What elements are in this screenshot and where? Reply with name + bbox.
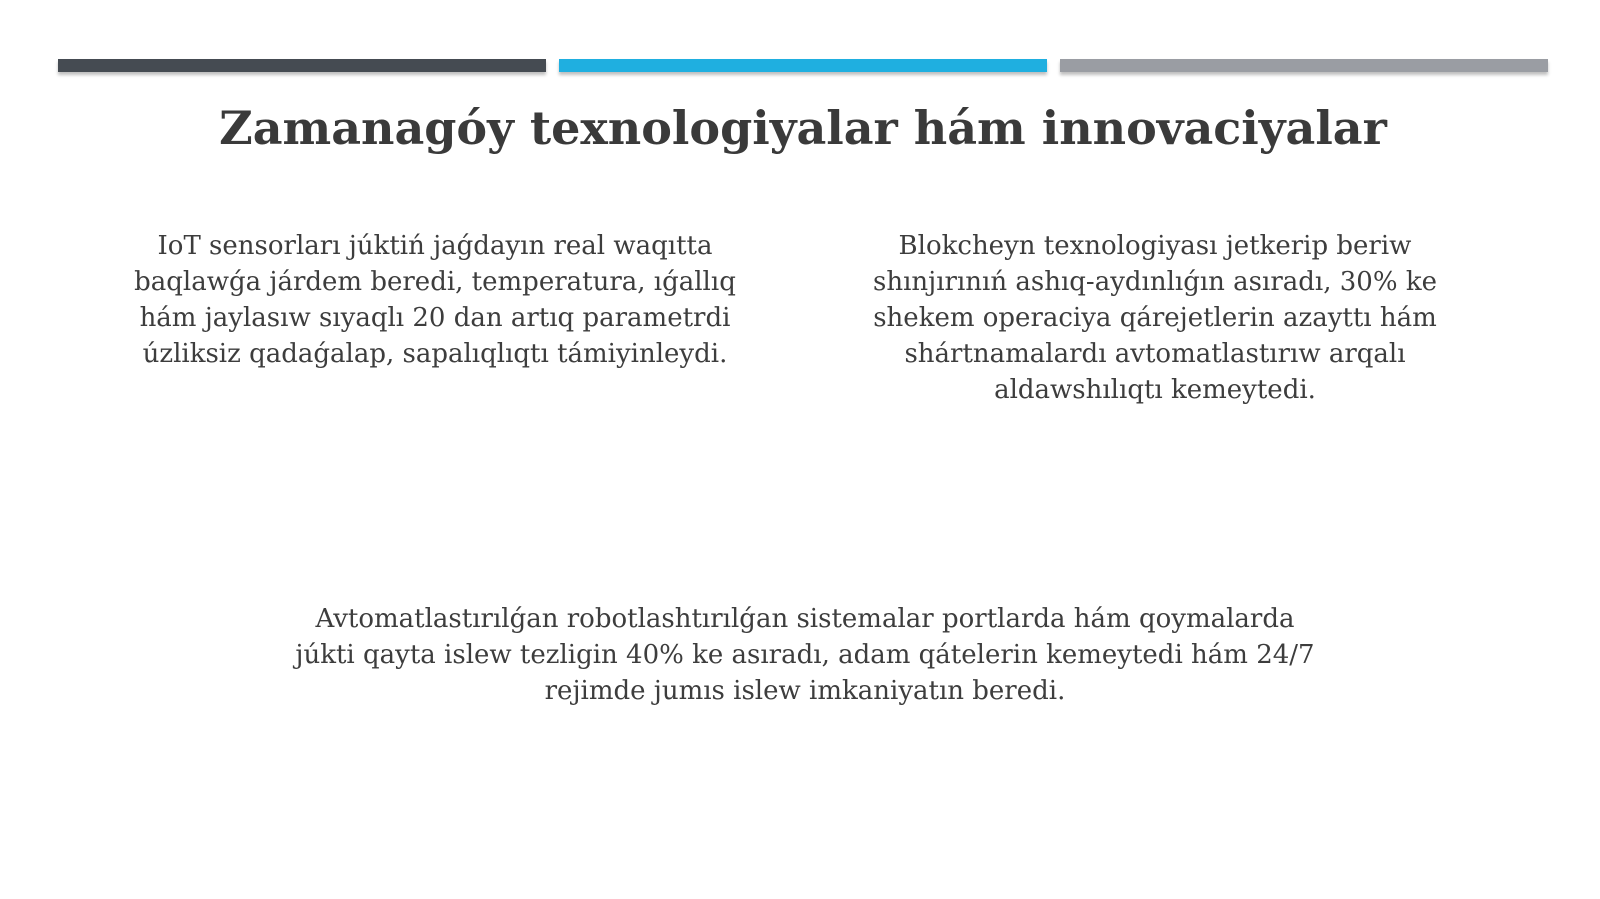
slide-title: Zamanagóy texnologiyalar hám innovaciyalar (219, 101, 1387, 155)
paragraph-iot: IoT sensorları júktiń jaǵdayın real waqıtta baqlawǵa járdem beredi, temperatura, ıǵallıq hám jaylasıw sıyaqlı 20 dan artıq parametrdi úzliksiz qadaǵalap, sapalıqlıqtı támiyinleydi. (134, 231, 736, 369)
paragraph-blockchain: Blokcheyn texnologiyası jetkerip beriw shınjırınıń ashıq-aydınlıǵın asıradı, 30% ke shekem operaciya qárejetlerin azayttı hám shártnamalardı avtomatlastırıw arqalı aldawshılıqtı kemeytedi. (873, 231, 1437, 405)
accent-bar-blue (559, 59, 1047, 72)
accent-bars (58, 59, 1548, 73)
accent-bar-gray (1060, 59, 1548, 72)
accent-bar-dark (58, 59, 546, 72)
paragraph-automation: Avtomatlastırılǵan robotlashtırılǵan sistemalar portlarda hám qoymalarda júkti qayta islew tezligin 40% ke asıradı, adam qátelerin kemeytedi hám 24/7 rejimde jumıs islew imkaniyatın beredi. (295, 604, 1315, 706)
